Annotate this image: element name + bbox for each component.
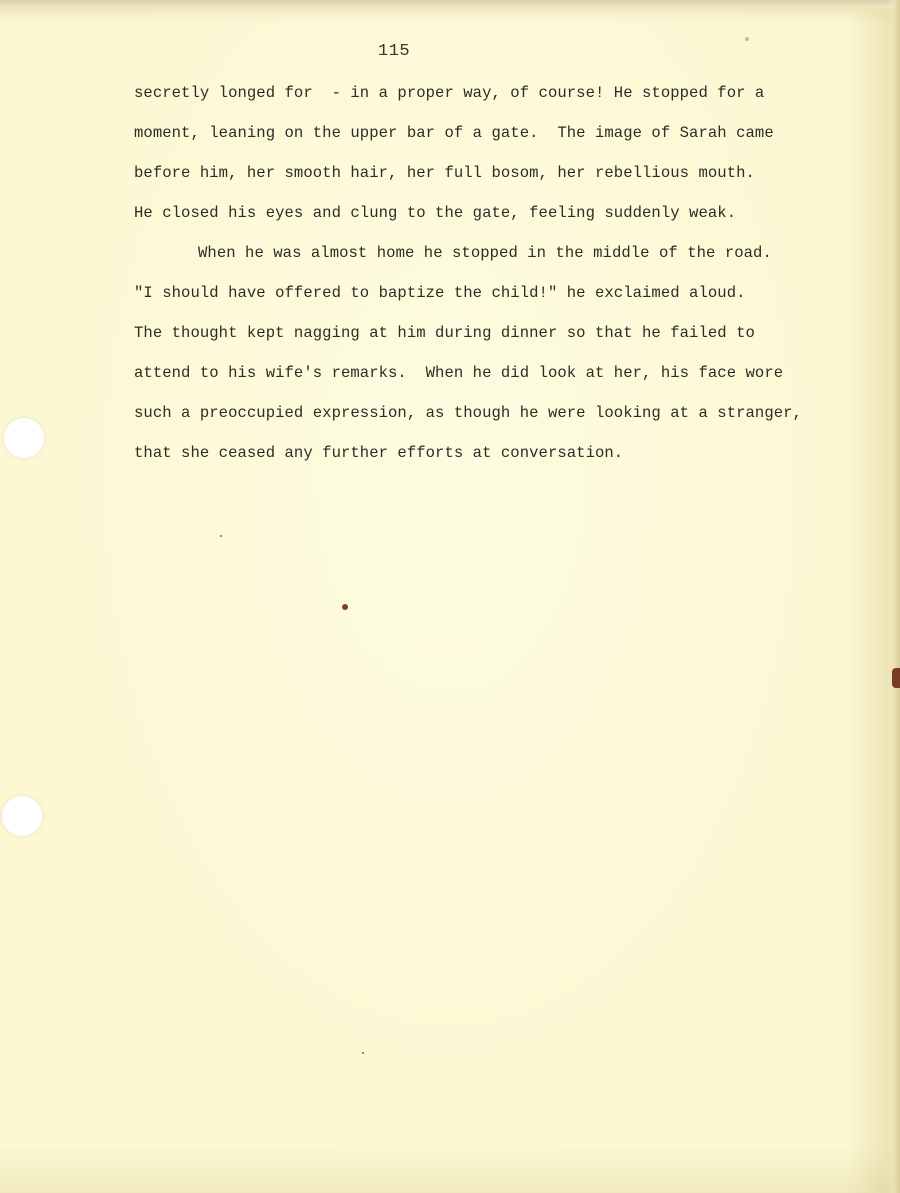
ink-speck: [362, 1052, 364, 1054]
text-line: before him, her smooth hair, her full bosom, her rebellious mouth.: [134, 164, 755, 182]
text-line: attend to his wife's remarks. When he did look at her, his face wore: [134, 364, 784, 382]
paper-right-edge: [886, 0, 900, 1193]
punch-hole-upper: [4, 418, 44, 458]
text-line: He closed his eyes and clung to the gate, feeling suddenly weak.: [134, 204, 737, 222]
text-line: that she ceased any further efforts at conversation.: [134, 444, 624, 462]
text-line: moment, leaning on the upper bar of a gate. The image of Sarah came: [134, 124, 774, 142]
text-line: The thought kept nagging at him during dinner so that he failed to: [134, 324, 755, 342]
text-line: such a preoccupied expression, as though he were looking at a stranger,: [134, 404, 802, 422]
ink-speck: [342, 604, 348, 610]
body-text: [134, 80, 864, 480]
page-number: 115: [378, 42, 411, 61]
ink-speck: [745, 37, 749, 41]
text-line: "I should have offered to baptize the child!" he exclaimed aloud.: [134, 284, 746, 302]
text-line: When he was almost home he stopped in the middle of the road.: [198, 244, 772, 262]
punch-hole-lower: [2, 796, 42, 836]
edge-stain: [892, 668, 900, 688]
text-line: secretly longed for - in a proper way, of course! He stopped for a: [134, 84, 765, 102]
paper-top-edge: [0, 0, 900, 14]
ink-speck: [220, 535, 222, 537]
